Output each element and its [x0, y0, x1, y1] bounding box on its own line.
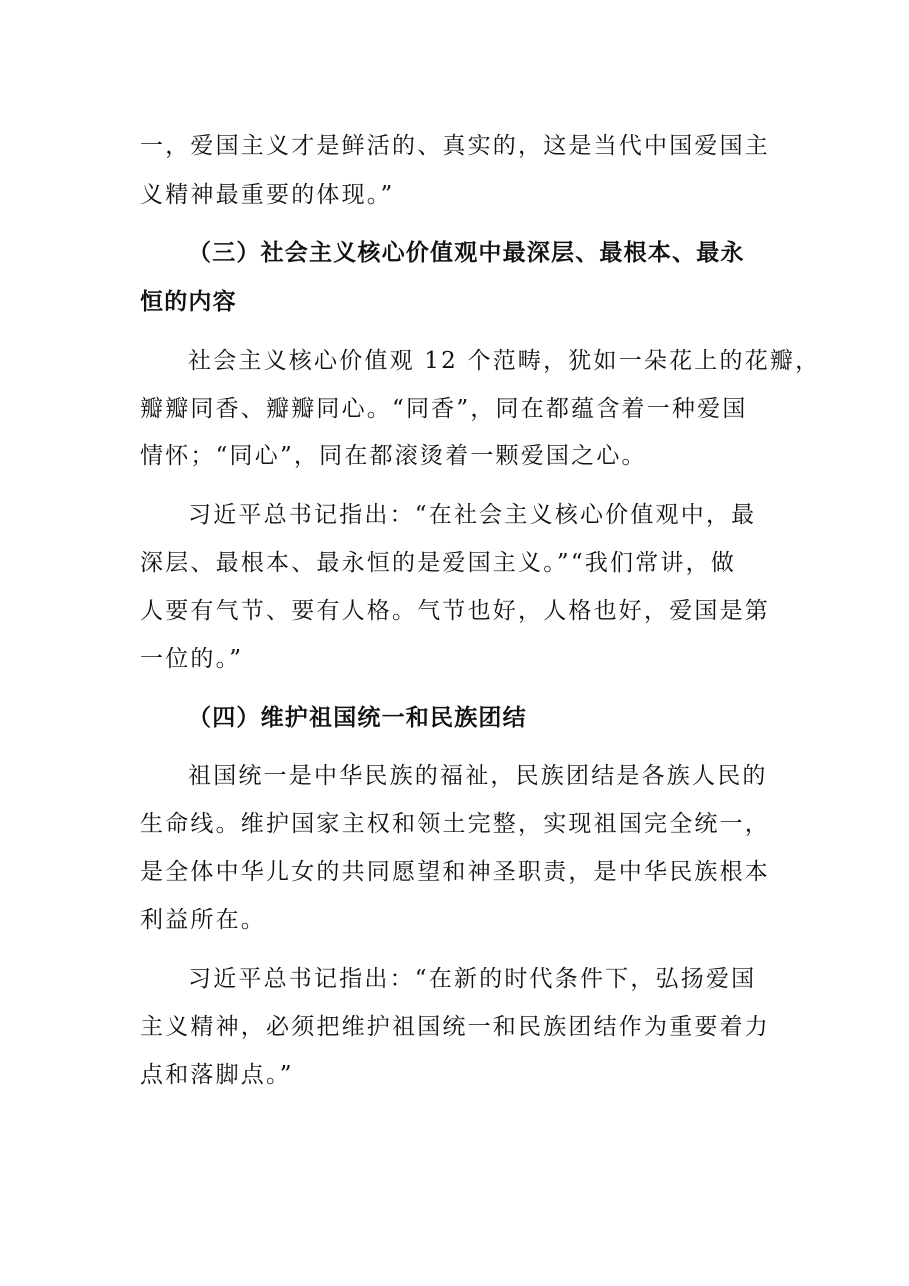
- paragraph-line: 瓣瓣同香、瓣瓣同心。“同香”，同在都蕴含着一种爱国: [140, 396, 748, 422]
- paragraph-line: 祖国统一是中华民族的福祉，民族团结是各族人民的: [188, 763, 768, 789]
- paragraph-line: 生命线。维护国家主权和领土完整，实现祖国完全统一，: [140, 811, 770, 837]
- section-heading: 恒的内容: [140, 289, 237, 315]
- paragraph-line: 主义精神，必须把维护祖国统一和民族团结作为重要着力: [140, 1014, 770, 1040]
- paragraph-line: 一，爱国主义才是鲜活的、真实的，这是当代中国爱国主: [140, 133, 770, 159]
- paragraph-line: 义精神最重要的体现。”: [140, 182, 395, 208]
- paragraph-line: 一位的。”: [140, 646, 244, 672]
- paragraph-line: 习近平总书记指出：“在社会主义核心价值观中，最: [188, 502, 757, 528]
- section-heading: （四）维护祖国统一和民族团结: [188, 705, 527, 731]
- paragraph-line: 人要有气节、要有人格。气节也好，人格也好，爱国是第: [140, 598, 770, 624]
- paragraph-line: 深层、最根本、最永恒的是爱国主义。”“我们常讲，做: [140, 550, 737, 576]
- paragraph-line: 是全体中华儿女的共同愿望和神圣职责，是中华民族根本: [140, 859, 770, 885]
- paragraph-line: 情怀；“同心”，同在都滚烫着一颗爱国之心。: [140, 443, 647, 469]
- section-heading: （三）社会主义核心价值观中最深层、最根本、最永: [188, 240, 745, 266]
- paragraph-line: 利益所在。: [140, 907, 266, 933]
- paragraph-line: 习近平总书记指出：“在新的时代条件下，弘扬爱国: [188, 966, 757, 992]
- paragraph-line: 点和落脚点。”: [140, 1062, 294, 1088]
- paragraph-line: 社会主义核心价值观 12 个范畴，犹如一朵花上的花瓣，: [188, 348, 821, 374]
